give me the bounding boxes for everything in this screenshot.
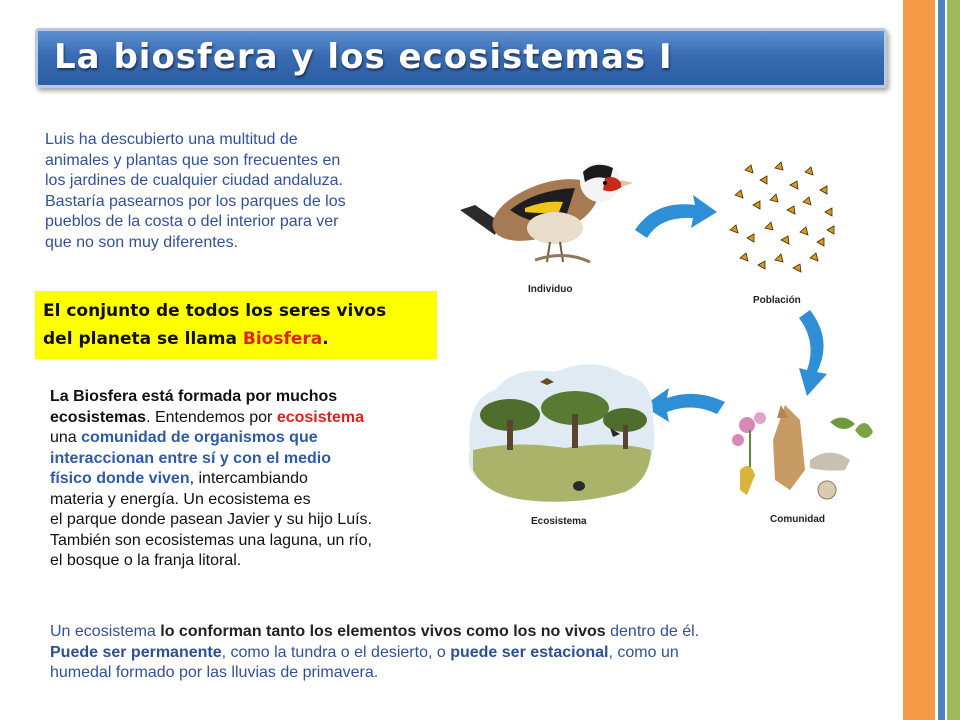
summary-highlight: Puede ser permanente bbox=[50, 643, 222, 661]
decorative-stripe-orange bbox=[903, 0, 935, 720]
eco-line: También son ecosistemas una laguna, un río, bbox=[50, 531, 372, 549]
label-ecosistema: Ecosistema bbox=[531, 516, 587, 527]
summary-line: humedal formado por las lluvias de primavera. bbox=[50, 664, 379, 681]
intro-line: los jardines de cualquier ciudad andaluza. bbox=[45, 172, 343, 189]
definition-box bbox=[35, 291, 437, 359]
community-illustration bbox=[732, 405, 873, 499]
summary-highlight: puede ser estacional bbox=[450, 643, 609, 661]
eco-line: materia y energía. Un ecosistema es bbox=[50, 490, 311, 508]
eco-line: el parque donde pasean Javier y su hijo Luís. bbox=[50, 511, 372, 528]
definition-suffix: . bbox=[322, 329, 329, 349]
biosphere-levels-diagram bbox=[455, 150, 885, 550]
definition-prefix: del planeta se llama bbox=[43, 329, 243, 349]
summary-text: , como la tundra o el desierto, o bbox=[221, 643, 451, 661]
ecosystem-paragraph bbox=[50, 387, 470, 572]
eco-text: , intercambiando bbox=[189, 470, 308, 487]
definition-line-2 bbox=[43, 329, 329, 349]
intro-line: Luis ha descubierto una multitud de bbox=[45, 131, 298, 148]
label-comunidad: Comunidad bbox=[770, 514, 825, 525]
title-banner bbox=[35, 28, 887, 88]
intro-paragraph bbox=[45, 130, 435, 253]
arrow-comunidad-ecosistema bbox=[643, 388, 725, 422]
label-individuo: Individuo bbox=[528, 284, 573, 295]
decorative-stripe-blue bbox=[938, 0, 945, 720]
summary-text: Un ecosistema bbox=[50, 623, 161, 640]
summary-highlight: lo conforman tanto los elementos vivos como los no vivos bbox=[160, 623, 606, 640]
butterfly-population-illustration bbox=[730, 162, 834, 272]
eco-line bbox=[50, 469, 470, 490]
summary-line bbox=[50, 643, 880, 664]
ecosystem-illustration bbox=[469, 364, 655, 502]
eco-line: interaccionan entre sí y con el medio bbox=[50, 449, 331, 467]
arrow-individuo-poblacion bbox=[635, 195, 717, 238]
intro-line: pueblos de la costa o del interior para ver bbox=[45, 213, 339, 230]
intro-line: animales y plantas que son frecuentes en bbox=[45, 151, 341, 169]
eco-term-ecosistemas: ecosistemas bbox=[50, 408, 147, 426]
page-title: La biosfera y los ecosistemas I bbox=[54, 37, 673, 77]
summary-line bbox=[50, 622, 880, 643]
intro-line: Bastaría pasearnos por los parques de los bbox=[45, 192, 346, 210]
eco-line bbox=[50, 408, 470, 429]
eco-text: . Entendemos por bbox=[146, 408, 277, 426]
arrow-poblacion-comunidad bbox=[799, 310, 827, 396]
definition-line-1: El conjunto de todos los seres vivos bbox=[43, 301, 387, 321]
eco-line: el bosque o la franja litoral. bbox=[50, 552, 242, 569]
eco-highlight: físico donde viven bbox=[50, 470, 190, 487]
diagram-svg bbox=[455, 150, 885, 550]
eco-term-ecosistema: ecosistema bbox=[276, 408, 364, 426]
eco-highlight: comunidad de organismos que bbox=[81, 429, 318, 446]
goldfinch-illustration bbox=[460, 162, 633, 262]
intro-line: que no son muy diferentes. bbox=[45, 233, 239, 251]
decorative-stripe-green bbox=[947, 0, 960, 720]
eco-line bbox=[50, 428, 470, 449]
label-poblacion: Población bbox=[753, 295, 801, 306]
eco-line: La Biosfera está formada por muchos bbox=[50, 388, 338, 405]
summary-text: , como un bbox=[608, 643, 679, 661]
summary-paragraph bbox=[50, 622, 880, 684]
eco-text: una bbox=[50, 429, 82, 446]
summary-text: dentro de él. bbox=[605, 623, 700, 640]
definition-term: Biosfera bbox=[242, 329, 323, 349]
